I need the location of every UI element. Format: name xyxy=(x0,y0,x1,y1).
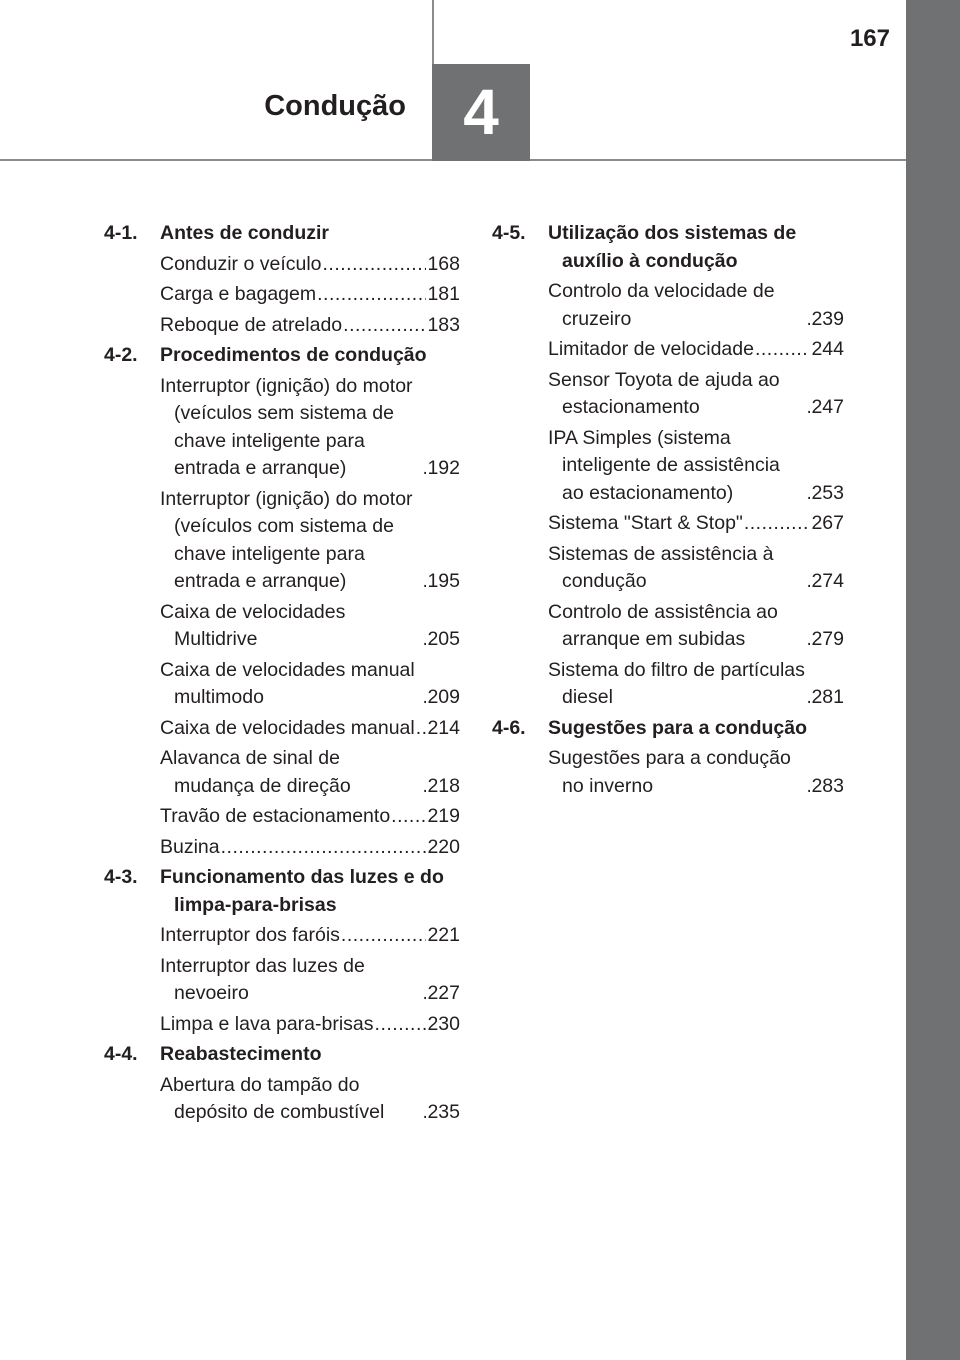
toc-entry-title: Interruptor dos faróis xyxy=(160,924,340,946)
toc-entry[interactable] xyxy=(160,281,460,309)
toc-entry-page: 195 xyxy=(427,570,460,592)
toc-entry-title: Limpa e lava para-brisas xyxy=(160,1012,374,1035)
toc-entry[interactable] xyxy=(160,803,460,831)
toc-entry-title: Conduzir o veículo xyxy=(160,252,322,275)
toc-entry[interactable] xyxy=(548,425,844,508)
toc-dot-leader xyxy=(422,773,426,801)
toc-entry[interactable] xyxy=(160,599,460,654)
toc-dot-leader xyxy=(755,336,810,364)
toc-entry-page: 235 xyxy=(427,1101,460,1123)
toc-section-heading xyxy=(104,220,460,248)
toc-entry-page: 209 xyxy=(427,686,460,708)
page-number: 167 xyxy=(849,25,890,52)
toc-entry-title: Controlo de assistência ao arranque em subidas xyxy=(548,600,778,650)
toc-section-number: 4-2. xyxy=(104,344,138,366)
toc-entry-title: Controlo da velocidade de cruzeiro xyxy=(548,280,775,330)
toc-entry-page: 181 xyxy=(427,283,460,305)
toc-section-title: Utilização dos sistemas de auxílio à condução xyxy=(548,222,797,272)
toc-section-title: Procedimentos de condução xyxy=(160,344,427,366)
toc-entry[interactable] xyxy=(160,373,460,483)
toc-dot-leader xyxy=(422,1099,426,1127)
chapter-number: 4 xyxy=(463,76,499,148)
toc-entry-page: 253 xyxy=(811,481,844,504)
toc-entry[interactable] xyxy=(160,1072,460,1127)
toc-dot-leader xyxy=(806,684,810,712)
toc-dot-leader xyxy=(806,568,810,596)
toc-entry-page: 183 xyxy=(427,313,460,336)
toc-entry[interactable] xyxy=(548,541,844,596)
toc-entry-page: 247 xyxy=(811,396,844,418)
toc-entry-page: 267 xyxy=(811,512,844,534)
toc-entry-title: Interruptor (ignição) do motor (veículos com sistema de chave inteligente para entrada e arranque) xyxy=(160,487,413,592)
toc-section-title: Funcionamento das luzes e do limpa-para-brisas xyxy=(160,866,444,916)
chapter-side-tab xyxy=(906,0,960,1360)
toc-section-number: 4-1. xyxy=(104,222,138,244)
toc-section-heading xyxy=(104,342,460,370)
toc-entry[interactable] xyxy=(548,510,844,538)
toc-entry[interactable] xyxy=(548,278,844,333)
toc-entry-page: 220 xyxy=(427,835,460,858)
toc-section-heading xyxy=(104,864,460,919)
toc-entry[interactable] xyxy=(160,1011,460,1039)
toc-section-number: 4-4. xyxy=(104,1043,138,1065)
toc-entry-title: Sistema do filtro de partículas diesel xyxy=(548,658,805,708)
toc-dot-leader xyxy=(323,251,427,279)
toc-entry[interactable] xyxy=(160,834,460,862)
toc-dot-leader xyxy=(422,980,426,1008)
chapter-title: Condução xyxy=(264,90,406,122)
toc-dot-leader xyxy=(416,715,427,743)
toc-entry-page: 279 xyxy=(811,628,844,650)
toc-entry-page: 227 xyxy=(427,982,460,1004)
toc-section-title: Antes de conduzir xyxy=(160,222,330,244)
toc-entry-title: Travão de estacionamento xyxy=(160,805,391,827)
toc-dot-leader xyxy=(343,312,426,340)
toc-dot-leader xyxy=(375,1011,427,1039)
toc-entry-title: Sensor Toyota de ajuda ao estacionamento xyxy=(548,368,780,418)
toc-dot-leader xyxy=(806,480,810,508)
toc-entry-title: Sistema "Start & Stop" xyxy=(548,512,743,534)
toc-entry[interactable] xyxy=(160,922,460,950)
toc-entry[interactable] xyxy=(160,657,460,712)
toc-entry-page: 230 xyxy=(427,1012,460,1035)
toc-entry-title: Caixa de velocidades manual multimodo xyxy=(160,658,415,708)
toc-dot-leader xyxy=(806,306,810,334)
toc-entry-page: 244 xyxy=(811,338,844,360)
toc-entry[interactable] xyxy=(160,953,460,1008)
toc-entry-title: Caixa de velocidades Multidrive xyxy=(160,600,346,650)
toc-dot-leader xyxy=(806,626,810,654)
toc-entry[interactable] xyxy=(160,715,460,743)
toc-dot-leader xyxy=(422,684,426,712)
toc-entry-title: Sugestões para a condução no inverno xyxy=(548,747,791,797)
toc-entry-page: 281 xyxy=(811,686,844,708)
toc-dot-leader xyxy=(391,803,426,831)
toc-entry[interactable] xyxy=(160,486,460,596)
toc-entry-page: 214 xyxy=(427,716,460,739)
header-vertical-divider xyxy=(432,0,434,64)
toc-dot-leader xyxy=(806,394,810,422)
chapter-number-box xyxy=(432,64,530,161)
toc-dot-leader xyxy=(422,568,426,596)
toc-entry-title: Carga e bagagem xyxy=(160,283,317,305)
toc-entry-title: Buzina xyxy=(160,835,220,858)
toc-dot-leader xyxy=(341,922,427,950)
toc-dot-leader xyxy=(422,455,426,483)
toc-entry-page: 283 xyxy=(811,774,844,797)
toc-entry[interactable] xyxy=(548,336,844,364)
toc-entry-title: Sistemas de assistência à condução xyxy=(548,542,774,592)
toc-section-heading xyxy=(492,220,844,275)
toc-entry[interactable] xyxy=(548,367,844,422)
toc-entry[interactable] xyxy=(548,599,844,654)
toc-entry-page: 192 xyxy=(427,457,460,479)
toc-entry-title: Abertura do tampão do depósito de combustível xyxy=(160,1073,385,1123)
toc-section-heading xyxy=(492,715,844,743)
toc-entry-title: Caixa de velocidades manual xyxy=(160,716,415,739)
toc-dot-leader xyxy=(317,281,426,309)
toc-dot-leader xyxy=(806,773,810,801)
toc-entry-title: Alavanca de sinal de mudança de direção xyxy=(160,747,351,797)
toc-entry-title: IPA Simples (sistema inteligente de assistência ao estacionamento) xyxy=(548,426,780,504)
toc-entry-title: Interruptor (ignição) do motor (veículos sem sistema de chave inteligente para entrada e arranque) xyxy=(160,374,413,479)
toc-section-title: Sugestões para a condução xyxy=(548,716,807,739)
toc-dot-leader xyxy=(422,626,426,654)
toc-section-title: Reabastecimento xyxy=(160,1043,322,1065)
toc-entry-page: 219 xyxy=(427,805,460,827)
toc-section-number: 4-3. xyxy=(104,866,138,888)
toc-section-number: 4-6. xyxy=(492,716,526,739)
toc-entry-page: 239 xyxy=(811,307,844,330)
toc-entry-title: Reboque de atrelado xyxy=(160,313,343,336)
toc-entry[interactable] xyxy=(160,745,460,800)
toc-entry-page: 218 xyxy=(427,774,460,797)
toc-right-column xyxy=(492,220,844,803)
toc-entry-title: Interruptor das luzes de nevoeiro xyxy=(160,954,365,1004)
toc-entry[interactable] xyxy=(548,657,844,712)
toc-entry-page: 168 xyxy=(427,252,460,275)
toc-entry-page: 274 xyxy=(811,570,844,592)
toc-entry[interactable] xyxy=(160,251,460,279)
toc-entry-page: 221 xyxy=(427,924,460,946)
toc-dot-leader xyxy=(744,510,811,538)
toc-entry[interactable] xyxy=(548,745,844,800)
toc-entry-title: Limitador de velocidade xyxy=(548,338,754,360)
toc-entry-page: 205 xyxy=(427,628,460,650)
toc-left-column xyxy=(104,220,460,1130)
toc-dot-leader xyxy=(221,834,427,862)
toc-section-number: 4-5. xyxy=(492,222,526,244)
toc-entry[interactable] xyxy=(160,312,460,340)
toc-section-heading xyxy=(104,1041,460,1069)
